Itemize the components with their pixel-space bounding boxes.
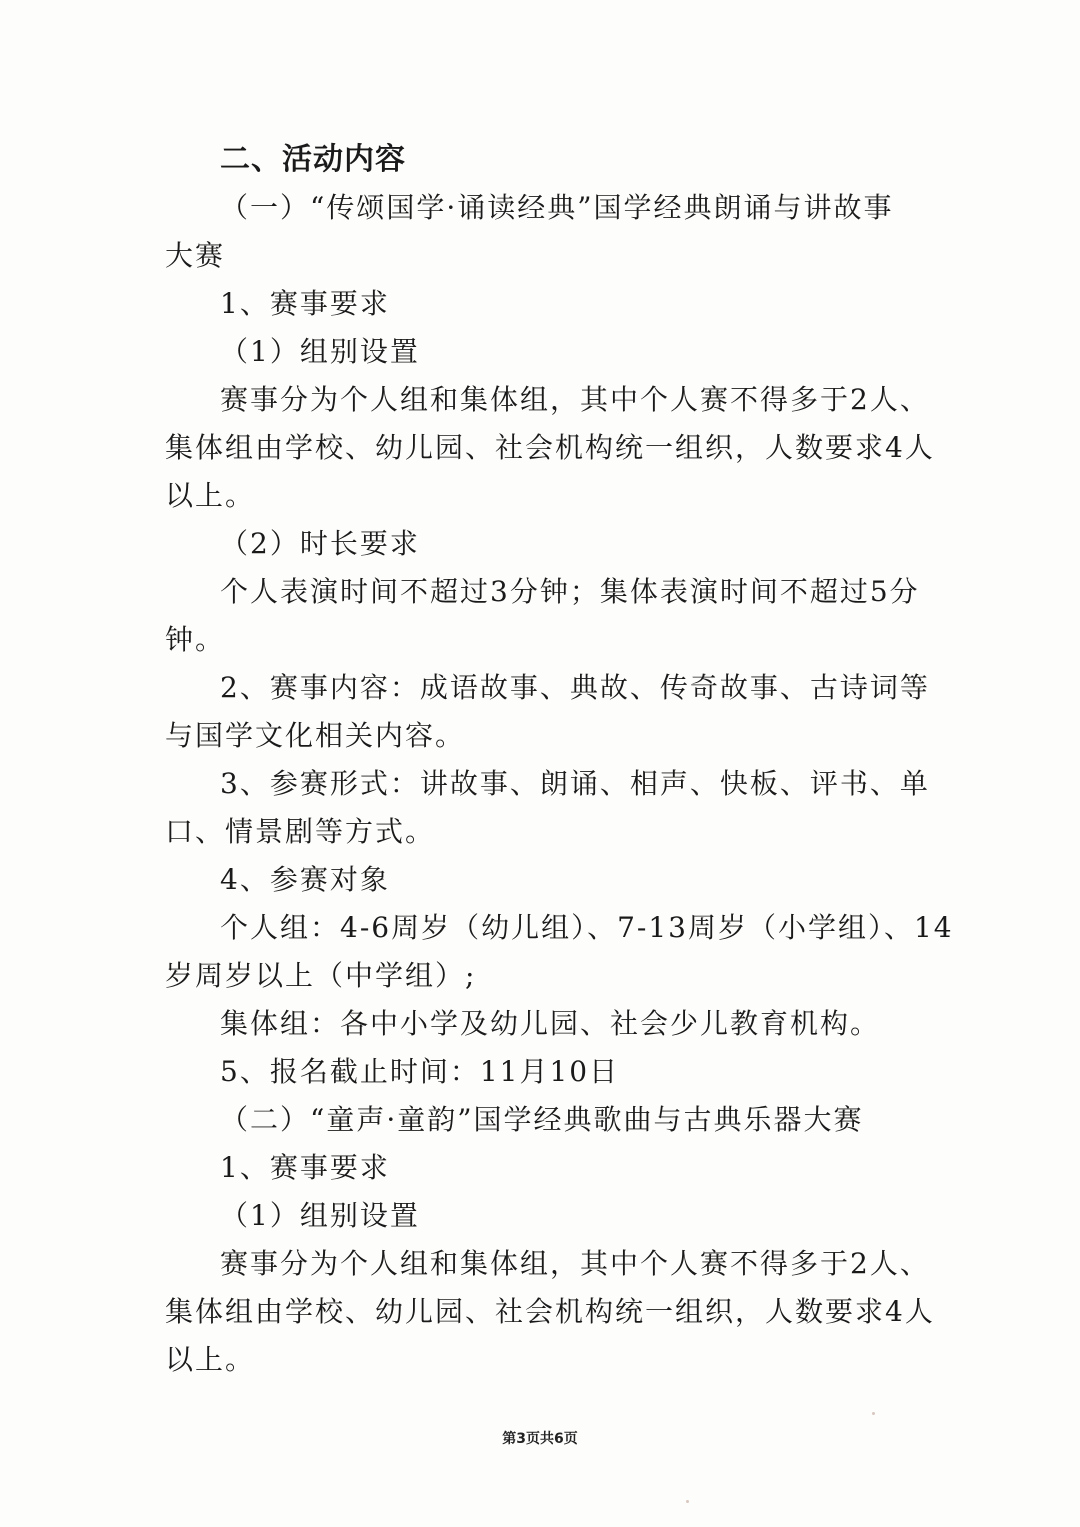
text-line: 集体组由学校、幼儿园、社会机构统一组织，人数要求4人 <box>165 1295 935 1328</box>
item-heading: 1、赛事要求 <box>220 1151 390 1184</box>
item-heading: 3、参赛形式：讲故事、朗诵、相声、快板、评书、单 <box>220 767 930 800</box>
item-subheading: （1）组别设置 <box>220 335 420 368</box>
subsection-heading-1: （一）“传颂国学·诵读经典”国学经典朗诵与讲故事 <box>220 191 894 224</box>
item-heading: 4、参赛对象 <box>220 863 390 896</box>
text-line: 与国学文化相关内容。 <box>165 719 466 752</box>
text-line: 赛事分为个人组和集体组，其中个人赛不得多于2人、 <box>220 383 930 416</box>
item-heading: 5、报名截止时间：11月10日 <box>220 1055 620 1088</box>
item-subheading: （2）时长要求 <box>220 527 420 560</box>
subsection-heading-2: （二）“童声·童韵”国学经典歌曲与古典乐器大赛 <box>220 1103 864 1136</box>
scan-speck <box>686 1500 689 1503</box>
item-subheading: （1）组别设置 <box>220 1199 420 1232</box>
text-line: 大赛 <box>165 239 226 272</box>
text-line: 以上。 <box>165 1343 256 1376</box>
item-heading: 1、赛事要求 <box>220 287 390 320</box>
text-line: 集体组由学校、幼儿园、社会机构统一组织，人数要求4人 <box>165 431 935 464</box>
text-line: 赛事分为个人组和集体组，其中个人赛不得多于2人、 <box>220 1247 930 1280</box>
text-line: 口、情景剧等方式。 <box>165 815 436 848</box>
text-line: 岁周岁以上（中学组）; <box>165 959 477 992</box>
scan-speck <box>872 1412 875 1415</box>
text-line: 个人表演时间不超过3分钟；集体表演时间不超过5分 <box>220 575 920 608</box>
text-line: 以上。 <box>165 479 256 512</box>
item-heading: 2、赛事内容：成语故事、典故、传奇故事、古诗词等 <box>220 671 930 704</box>
section-title: 二、活动内容 <box>220 142 406 177</box>
page-number-footer: 第3页共6页 <box>502 1431 578 1447</box>
text-line: 个人组：4-6周岁（幼儿组）、7-13周岁（小学组）、14 <box>220 911 954 944</box>
text-line: 钟。 <box>165 623 226 656</box>
text-line: 集体组：各中小学及幼儿园、社会少儿教育机构。 <box>220 1007 881 1040</box>
